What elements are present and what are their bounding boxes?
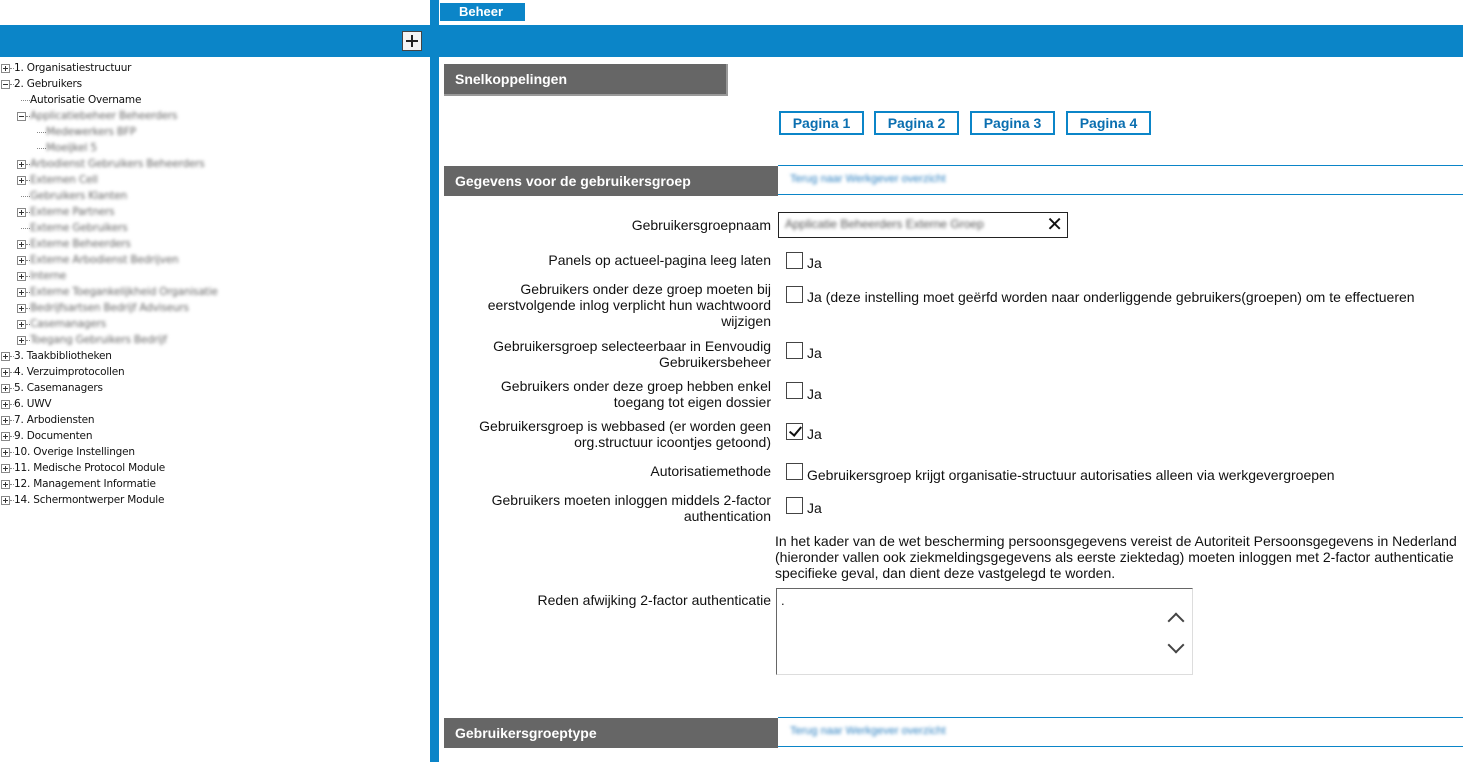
tree-item[interactable] (0, 348, 430, 364)
tree-item-label: 3. Taakbibliotheken (14, 350, 112, 362)
snelkoppelingen-header: Snelkoppelingen (444, 64, 728, 96)
tree-pane (0, 0, 430, 762)
tree-item[interactable] (0, 428, 430, 444)
twofactor-info-text (775, 533, 1463, 581)
tree-item-label: Externe Beheerders (30, 238, 131, 250)
dossier-label-line-2: toegang tot eigen dossier (613, 394, 771, 410)
navigation-tree (0, 60, 430, 508)
tree-item[interactable] (0, 236, 430, 252)
tree-item-label: Toegang Gebruikers Bedrijf (30, 334, 167, 346)
tree-toolbar (0, 25, 430, 57)
tree-connector (21, 196, 30, 197)
collapse-icon[interactable] (17, 112, 26, 121)
tree-item[interactable] (0, 204, 430, 220)
expand-icon[interactable] (1, 416, 10, 425)
expand-icon[interactable] (17, 240, 26, 249)
tree-item-label: Externe Partners (30, 206, 115, 218)
dossier-checkbox[interactable] (786, 382, 803, 399)
gebruikersgroepnaam-value: Applicatie Beheerders Externe Groep (785, 217, 984, 231)
pagina-3-button[interactable]: Pagina 3 (970, 111, 1055, 135)
tree-item-label: Autorisatie Overname (30, 94, 142, 106)
autorisatie-checkbox[interactable] (786, 463, 803, 480)
tree-item-label: Externen Cell (30, 174, 98, 186)
tree-item[interactable] (0, 300, 430, 316)
info-line-3: specifieke geval, dan dient deze vastgelegd te worden. (775, 565, 1116, 581)
tree-item-label: 11. Medische Protocol Module (14, 462, 166, 474)
tree-connector (37, 148, 46, 149)
expand-icon[interactable] (1, 432, 10, 441)
groeptype-header-line-top (778, 717, 1463, 718)
groeptype-header-line-bottom (778, 746, 1463, 747)
tree-item[interactable] (0, 92, 430, 108)
expand-icon[interactable] (17, 256, 26, 265)
selecteerbaar-label-line-1: Gebruikersgroep selecteerbaar in Eenvoudig (493, 338, 771, 354)
expand-icon[interactable] (1, 464, 10, 473)
tree-item-label: 14. Schermontwerper Module (14, 494, 165, 506)
wachtwoord-checkbox[interactable] (786, 286, 803, 303)
tree-item-label: Bedrijfsartsen Bedrijf Adviseurs (30, 302, 189, 314)
twofactor-checkbox-text: Ja (807, 500, 822, 516)
expand-icon[interactable] (1, 352, 10, 361)
tree-item-label: Externe Toegankelijkheid Organisatie (30, 286, 218, 298)
tree-item[interactable] (0, 268, 430, 284)
tree-connector (21, 228, 30, 229)
expand-icon[interactable] (17, 304, 26, 313)
tree-item[interactable] (0, 476, 430, 492)
info-line-2: (hieronder vallen ook ziekmeldingsgegevens als eerste ziektedag) moeten inloggen met 2-factor authenticatie (775, 549, 1454, 565)
tree-connector (21, 100, 30, 101)
gegevens-header-link[interactable]: Terug naar Werkgever overzicht (790, 173, 946, 185)
selecteerbaar-checkbox-text: Ja (807, 345, 822, 361)
expand-all-button[interactable] (402, 31, 422, 51)
twofactor-label-line-2: authentication (683, 508, 771, 524)
twofactor-label-line-1: Gebruikers moeten inloggen middels 2-factor (491, 492, 771, 508)
tree-item-label: Medewerkers BFP (46, 126, 136, 138)
wachtwoord-label-line-1: Gebruikers onder deze groep moeten bij (520, 281, 771, 297)
selecteerbaar-label-line-2: Gebruikersbeheer (658, 354, 771, 370)
content-toolbar (439, 25, 1463, 57)
wachtwoord-label-line-2: eerstvolgende inlog verplicht hun wachtwoord (487, 297, 771, 313)
expand-icon[interactable] (17, 288, 26, 297)
tree-item[interactable] (0, 332, 430, 348)
tree-item-label: Externe Gebruikers (30, 222, 128, 234)
tree-item-label: 1. Organisatiestructuur (14, 62, 132, 74)
expand-icon[interactable] (17, 336, 26, 345)
tree-item[interactable] (0, 252, 430, 268)
gegevens-header-line-top (778, 165, 1463, 166)
expand-icon[interactable] (1, 496, 10, 505)
content-pane (439, 0, 1463, 762)
wachtwoord-checkbox-text: Ja (deze instelling moet geërfd worden naar onderliggende gebruikers(groepen) om te effectueren (807, 289, 1415, 305)
expand-icon[interactable] (1, 368, 10, 377)
selecteerbaar-label (441, 338, 771, 370)
expand-icon[interactable] (17, 208, 26, 217)
twofactor-label (441, 492, 771, 524)
webbased-label (441, 418, 771, 450)
gegevens-header-line-bottom (778, 194, 1463, 195)
dossier-checkbox-text: Ja (807, 386, 822, 402)
tree-item[interactable] (0, 396, 430, 412)
tree-item[interactable] (0, 380, 430, 396)
clear-icon[interactable]: ✕ (1046, 214, 1063, 236)
expand-icon[interactable] (1, 64, 10, 73)
tree-item-label: Arbodienst Gebruikers Beheerders (30, 158, 205, 170)
expand-icon[interactable] (17, 176, 26, 185)
tree-item-label: 9. Documenten (14, 430, 93, 442)
tree-item-label: 2. Gebruikers (14, 78, 82, 90)
selecteerbaar-checkbox[interactable] (786, 342, 803, 359)
tree-item[interactable] (0, 156, 430, 172)
panels-checkbox[interactable] (786, 252, 803, 269)
info-line-1: In het kader van de wet bescherming persoonsgegevens vereist de Autoriteit Persoonsgegevens in Nederland (775, 533, 1457, 549)
wachtwoord-label-line-3: wijzigen (721, 313, 771, 329)
gebruikersgroepnaam-input[interactable] (778, 212, 1068, 238)
tree-item-label: Casemanagers (30, 318, 106, 330)
pagina-1-button[interactable]: Pagina 1 (779, 111, 864, 135)
groeptype-header-link[interactable]: Terug naar Werkgever overzicht (790, 725, 946, 737)
expand-icon[interactable] (1, 480, 10, 489)
collapse-icon[interactable] (1, 80, 10, 89)
tree-item-label: 10. Overige Instellingen (14, 446, 135, 458)
webbased-checkbox-text: Ja (807, 426, 822, 442)
panels-label: Panels op actueel-pagina leeg laten (548, 252, 771, 268)
expand-icon[interactable] (1, 400, 10, 409)
tree-item-label: Interne (30, 270, 67, 282)
expand-icon[interactable] (17, 320, 26, 329)
reden-textarea[interactable] (776, 588, 1193, 675)
tree-item-label: 6. UWV (14, 398, 52, 410)
tree-item[interactable] (0, 172, 430, 188)
scroll-down-icon[interactable] (1168, 637, 1185, 654)
tree-item[interactable] (0, 284, 430, 300)
tree-item-label: Applicatiebeheer Beheerders (30, 110, 178, 122)
tree-item[interactable] (0, 444, 430, 460)
pagina-2-button[interactable]: Pagina 2 (874, 111, 959, 135)
expand-icon[interactable] (17, 160, 26, 169)
expand-icon[interactable] (1, 448, 10, 457)
dossier-label (441, 378, 771, 410)
tree-item[interactable] (0, 76, 430, 92)
reden-label: Reden afwijking 2-factor authenticatie (537, 592, 771, 608)
webbased-checkbox[interactable] (786, 423, 803, 440)
tree-item[interactable] (0, 124, 430, 140)
dossier-label-line-1: Gebruikers onder deze groep hebben enkel (500, 378, 771, 394)
tree-item-label: Gebruikers Klanten (30, 190, 127, 202)
tree-item[interactable] (0, 364, 430, 380)
wachtwoord-label (441, 281, 771, 329)
autorisatie-label: Autorisatiemethode (650, 463, 771, 479)
naam-label: Gebruikersgroepnaam (631, 217, 771, 233)
tree-item[interactable] (0, 140, 430, 156)
tree-item[interactable] (0, 412, 430, 428)
gegevens-header: Gegevens voor de gebruikersgroep (444, 166, 778, 196)
tree-item[interactable] (0, 220, 430, 236)
pane-splitter[interactable] (430, 0, 439, 762)
tree-item-label: 12. Management Informatie (14, 478, 156, 490)
reden-value: . (781, 593, 785, 608)
tab-beheer[interactable]: Beheer (440, 3, 525, 21)
tree-item[interactable] (0, 460, 430, 476)
tree-item[interactable] (0, 492, 430, 508)
tree-item-label: 5. Casemanagers (14, 382, 103, 394)
tree-item-label: Moeijkel 5 (46, 142, 97, 154)
scroll-up-icon[interactable] (1168, 613, 1185, 630)
tree-item[interactable] (0, 188, 430, 204)
expand-icon[interactable] (17, 272, 26, 281)
webbased-label-line-2: org.structuur icoontjes getoond) (574, 434, 771, 450)
tree-item-label: 7. Arbodiensten (14, 414, 95, 426)
groeptype-header: Gebruikersgroeptype (444, 718, 778, 748)
pagina-4-button[interactable]: Pagina 4 (1066, 111, 1151, 135)
webbased-label-line-1: Gebruikersgroep is webbased (er worden geen (479, 418, 771, 434)
twofactor-checkbox[interactable] (786, 497, 803, 514)
expand-icon[interactable] (1, 384, 10, 393)
tree-item[interactable] (0, 108, 430, 124)
tree-item-label: 4. Verzuimprotocollen (14, 366, 125, 378)
tree-connector (37, 132, 46, 133)
tree-item[interactable] (0, 60, 430, 76)
panels-checkbox-text: Ja (807, 255, 822, 271)
autorisatie-checkbox-text: Gebruikersgroep krijgt organisatie-structuur autorisaties alleen via werkgevergroepen (807, 467, 1335, 483)
tree-item[interactable] (0, 316, 430, 332)
tree-item-label: Externe Arbodienst Bedrijven (30, 254, 179, 266)
